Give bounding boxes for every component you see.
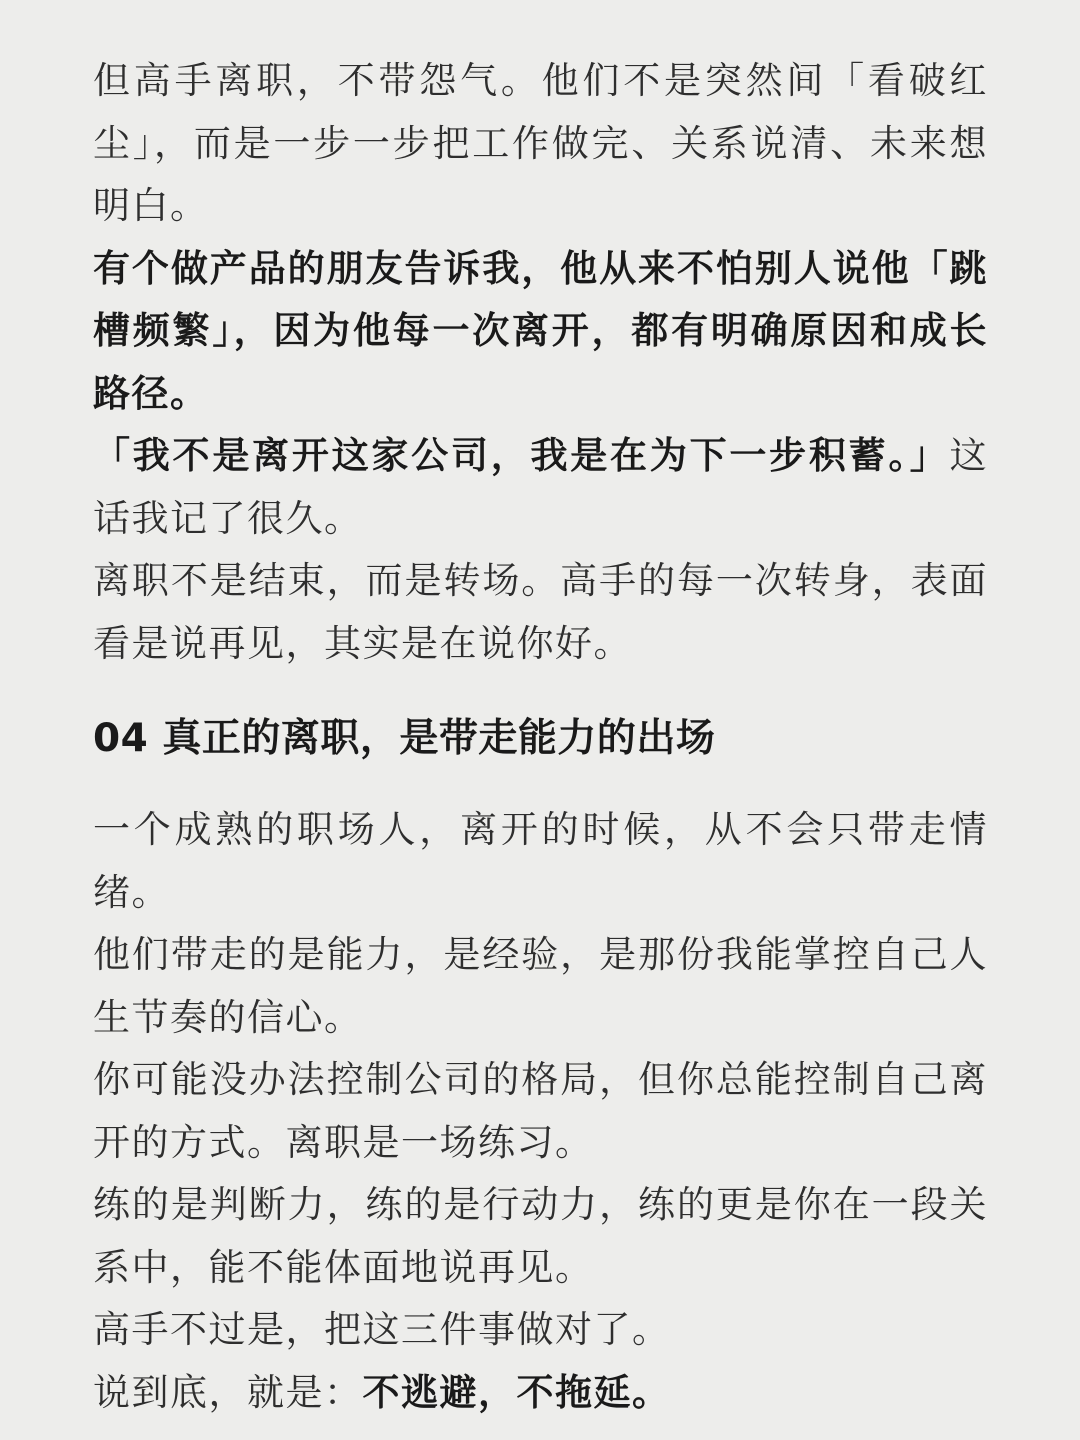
paragraph-quote: [93, 425, 988, 550]
quote-text: 「我不是离开这家公司，我是在为下一步积蓄。」: [93, 434, 950, 477]
section-heading: 04 真正的离职，是带走能力的出场: [93, 716, 716, 761]
conclusion-prefix: 说到底，就是：: [93, 1370, 363, 1414]
paragraph-control-way: 你可能没办法控制公司的格局，但你总能控制自己离开的方式。离职是一场练习。: [93, 1058, 988, 1164]
paragraph-calm-departure: 但高手离职，不带怨气。他们不是突然间「看破红尘」，而是一步一步把工作做完、关系说清、未来想明白。: [93, 59, 988, 227]
paragraph-conclusion: [93, 1362, 988, 1425]
paragraph-take-ability: 他们带走的是能力，是经验，是那份我能掌控自己人生节奏的信心。: [93, 933, 988, 1039]
paragraph-mature-professional: 一个成熟的职场人，离开的时候，从不会只带走情绪。: [93, 808, 988, 914]
paragraph-friend-story: 有个做产品的朋友告诉我，他从来不怕别人说他「跳槽频繁」，因为他每一次离开，都有明确原因和成长路径。: [93, 246, 988, 415]
paragraph-transition: 离职不是结束，而是转场。高手的每一次转身，表面看是说再见，其实是在说你好。: [93, 559, 988, 665]
conclusion-emphasis: 不逃避，不拖延。: [362, 1370, 671, 1414]
quote-remark: 这话我记了很久。: [93, 434, 988, 540]
paragraph-three-things: 高手不过是，把这三件事做对了。: [93, 1308, 671, 1351]
paragraph-practice: 练的是判断力，练的是行动力，练的更是你在一段关系中，能不能体面地说再见。: [93, 1183, 988, 1289]
